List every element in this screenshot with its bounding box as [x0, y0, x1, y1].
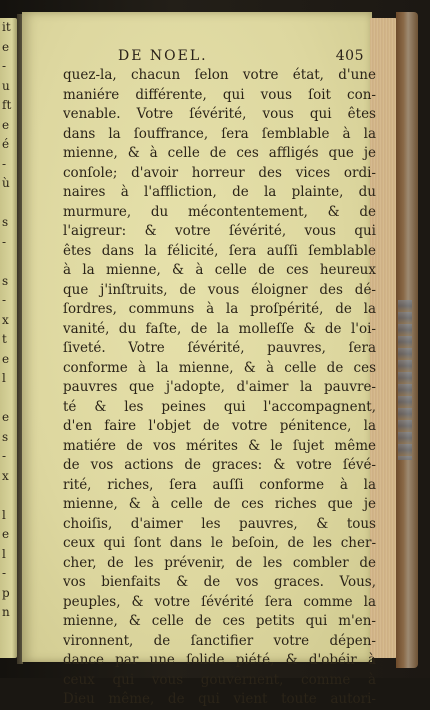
- facing-page-fragment: -: [2, 566, 7, 580]
- facing-page-fragment: -: [2, 293, 7, 307]
- page-number: 405: [335, 48, 364, 64]
- text-line: choiſis, d'aimer les pauvres, & tous: [63, 515, 376, 532]
- facing-page-fragment: [0, 486, 17, 506]
- facing-page-fragment: e: [2, 410, 10, 424]
- text-line: cher, de les prévenir, de les combler de: [63, 554, 376, 571]
- facing-page-fragment: [0, 389, 17, 409]
- text-line: ſordres, communs à la proſpérité, de la: [63, 301, 376, 317]
- facing-page-fragment: e: [2, 39, 10, 54]
- text-line: dans la ſouffrance, ſera ſemblable à la: [63, 125, 376, 142]
- text-line: que j'inſtruits, de vous éloigner des dé-: [63, 281, 376, 298]
- facing-page-fragment: -: [2, 156, 7, 171]
- text-line: venable. Votre ſévérité, vous qui êtes: [63, 106, 376, 122]
- facing-page-fragment: x: [2, 312, 9, 327]
- facing-page-fragment: s: [2, 429, 9, 444]
- text-line: à la mienne, & à celle de ces heureux: [63, 262, 376, 278]
- text-line: peuples, & votre ſévérité ſera comme la: [63, 593, 376, 610]
- facing-page-fragment: p: [2, 585, 10, 600]
- text-line: Dieu même, de qui vient toute autori-: [63, 691, 376, 707]
- text-line: mienne, & à celle de ces riches que je: [63, 496, 376, 512]
- facing-page-text-fragments: [0, 18, 17, 658]
- facing-page-fragment: ù: [2, 176, 10, 190]
- facing-page-fragment: l: [2, 371, 6, 385]
- facing-page-fragment: é: [2, 137, 10, 151]
- facing-page-fragment: -: [2, 449, 7, 463]
- facing-page-fragment: x: [2, 468, 9, 483]
- facing-page-fragment: s: [2, 215, 9, 229]
- facing-page-fragment: u: [2, 78, 10, 93]
- cover-marbling: [398, 300, 412, 460]
- facing-page-fragment: [0, 623, 17, 643]
- text-line: ceux qui vous gouvernent, comme à: [63, 671, 376, 688]
- running-head: DE NOEL.: [118, 48, 208, 64]
- facing-page-fragment: -: [2, 234, 7, 249]
- facing-page-fragment: [0, 252, 17, 272]
- text-line: naires à l'affliction, de la plainte, du: [63, 184, 376, 200]
- facing-page-fragment: it: [2, 20, 11, 34]
- text-line: dance par une ſolide piété, & d'obéir à: [63, 652, 376, 668]
- text-line: ceux qui ſont dans le beſoin, de les cher-: [63, 535, 376, 551]
- facing-page-fragment: n: [2, 605, 10, 619]
- facing-page-fragment: l: [2, 546, 6, 561]
- facing-page-fragment: e: [2, 351, 10, 366]
- text-line: mienne, & celle de ces petits qui m'en-: [63, 613, 376, 629]
- text-line: d'en faire l'objet de votre pénitence, la: [63, 418, 376, 434]
- facing-page-fragment: s: [2, 273, 9, 288]
- facing-page-fragment: e: [2, 117, 10, 132]
- page-body-text: [63, 66, 376, 710]
- text-line: ſiveté. Votre ſévérité, pauvres, ſera: [63, 340, 376, 356]
- facing-page-fragment: [0, 194, 17, 214]
- text-line: té & les peines qui l'accompagnent,: [63, 398, 376, 415]
- text-line: conſole; d'avoir horreur des vices ordi-: [63, 164, 376, 181]
- text-line: mienne, & à celle de ces affligés que je: [63, 145, 376, 161]
- facing-page-fragment: -: [2, 59, 7, 73]
- text-line: vironnent, de ſanctifier votre dépen-: [63, 632, 376, 649]
- text-line: maniére différente, qui vous ſoit con-: [63, 86, 376, 103]
- facing-page-fragment: l: [2, 507, 6, 522]
- text-line: murmure, du mécontentement, & de: [63, 203, 376, 220]
- text-line: pauvres que j'adopte, d'aimer la pauvre-: [63, 379, 376, 395]
- facing-page-fragment: t: [2, 332, 7, 346]
- text-line: l'aigreur: & votre ſévérité, vous qui: [63, 223, 376, 239]
- text-line: rité, riches, ſera auſſi conforme à la: [63, 476, 376, 493]
- text-line: vanité, du faſte, de la molleſſe & de l'oi-: [63, 320, 376, 337]
- facing-page-fragment: ft: [2, 98, 12, 112]
- text-line: êtes dans la félicité, ſera auſſi ſemblable: [63, 242, 376, 259]
- text-line: de vos actions de graces: & votre ſévé-: [63, 457, 376, 473]
- text-line: conforme à la mienne, & à celle de ces: [63, 359, 376, 376]
- facing-page-fragment: e: [2, 527, 10, 541]
- text-line: quez-la, chacun ſelon votre état, d'une: [63, 67, 376, 83]
- text-line: matiére de vos mérites & le ſujet même: [63, 437, 376, 454]
- text-line: vos bienfaits & de vos graces. Vous,: [63, 574, 376, 590]
